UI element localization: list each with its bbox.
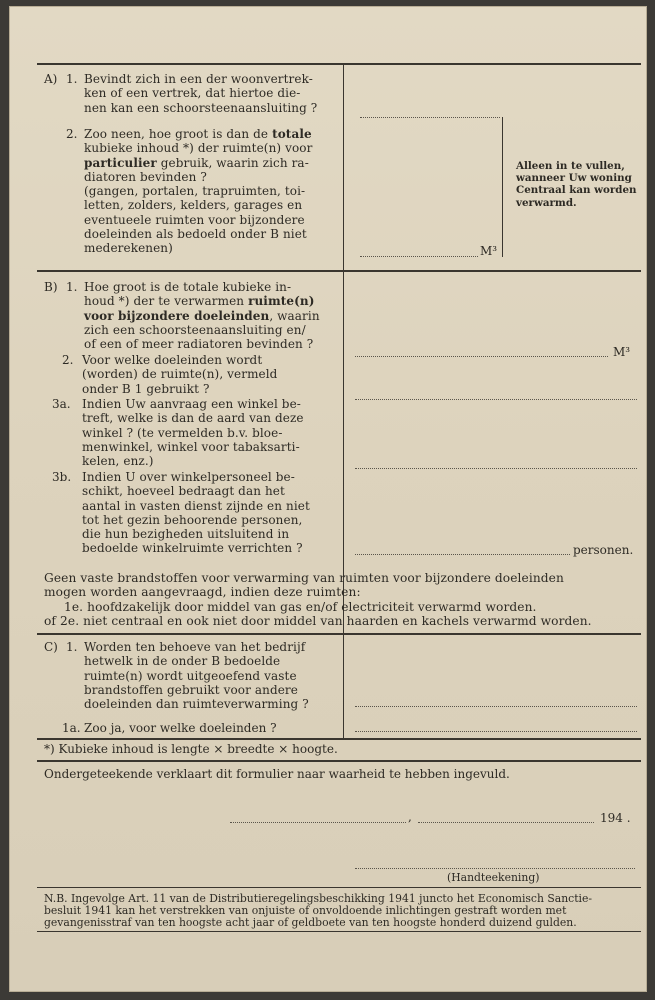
section-c-answer-line-2[interactable]: [355, 731, 637, 732]
section-b-q1-answer-line[interactable]: [355, 356, 608, 357]
section-c-q1a-text: Zoo ja, voor welke doeleinden ?: [84, 721, 277, 735]
section-b-persons-label: personen.: [573, 543, 634, 557]
signature-field[interactable]: [355, 868, 635, 869]
footnote: *) Kubieke inhoud is lengte × breedte × hoogte.: [44, 742, 338, 756]
section-a-side-note: Alleen in te vullen, wanneer Uw woning Centraal kan worden verwarmd.: [516, 160, 637, 209]
section-c-q1-text: Worden ten behoeve van het bedrijf hetwelk in de onder B bedoelde ruimte(n) wordt uitgeoefend vaste brandstoffen gebruikt voor andere doeleinden dan ruimteverwarming ?: [84, 640, 309, 712]
section-c-rule: [37, 738, 641, 740]
footnote-rule: [37, 760, 641, 762]
section-c-q1-number: 1.: [66, 640, 78, 654]
section-b-unit: M³: [613, 345, 631, 359]
date-comma: ,: [408, 810, 412, 824]
section-b-q3a-text: Indien Uw aanvraag een winkel be- treft, welke is dan de aard van deze winkel ? (te vermelden b.v. bloe- menwinkel, winkel voor tabaksarti- kelen, enz.): [82, 397, 304, 469]
section-a-answer-line-2[interactable]: [360, 256, 478, 257]
section-a-bracket: [502, 117, 503, 257]
year-label: 194 .: [600, 811, 631, 825]
column-divider: [343, 63, 344, 738]
section-a-q1-number: 1.: [66, 72, 78, 86]
section-c-label: C): [44, 640, 58, 654]
section-c-q1a-number: 1a.: [62, 721, 81, 735]
section-b-q2-answer-line[interactable]: [355, 399, 637, 400]
nb-rule-bottom: [37, 931, 641, 932]
section-a-q1-text: Bevindt zich in een der woonvertrek- ken of een vertrek, dat hiertoe die- nen kan een schoorsteenaansluiting ?: [84, 72, 318, 115]
section-b-q1-number: 1.: [66, 280, 78, 294]
section-b-q3a-answer-line[interactable]: [355, 468, 637, 469]
place-field[interactable]: [230, 822, 406, 823]
section-c-answer-line-1[interactable]: [355, 706, 637, 707]
nb-rule-top: [37, 887, 641, 888]
section-b-q1-text: Hoe groot is de totale kubieke in- houd *) der te verwarmen ruimte(n) voor bijzondere doeleinden, waarin zich een schoorsteenaansluiting en/ of een of meer radiatoren bevinden ?: [84, 280, 320, 352]
nb-note: N.B. Ingevolge Art. 11 van de Distributieregelingsbeschikking 1941 juncto het Economisch Sanctie- besluit 1941 kan het verstrekken van onjuiste of onvoldoende inlichtingen gestraft worden met gevangenisstraf van ten hoogste acht jaar of geldboete van ten hoogste honderd duizend gulden.: [44, 892, 593, 930]
declaration: Ondergeteekende verklaart dit formulier naar waarheid te hebben ingevuld.: [44, 767, 510, 781]
fuel-note: Geen vaste brandstoffen voor verwarming van ruimten voor bijzondere doeleinden mogen worden aangevraagd, indien deze ruimten: 1e. hoofdzakelijk door middel van gas en/of electriciteit verwarmd worden. of 2e. niet centraal en ook niet door middel van haarden en kachels verwarmd worden.: [44, 571, 592, 628]
section-b-label: B): [44, 280, 58, 294]
date-field[interactable]: [418, 822, 594, 823]
section-b-q3b-text: Indien U over winkelpersoneel be- schikt, hoeveel bedraagt dan het aantal in vasten dienst zijnde en niet tot het gezin behoorende personen, die hun bezigheden uitsluitend in bedoelde winkelruimte verrichten ?: [82, 470, 310, 556]
section-b-q2-text: Voor welke doeleinden wordt (worden) de ruimte(n), vermeld onder B 1 gebruikt ?: [82, 353, 278, 396]
top-rule: [37, 63, 641, 65]
section-b-q2-number: 2.: [62, 353, 74, 367]
section-b-q3b-number: 3b.: [52, 470, 72, 484]
section-a-unit: M³: [480, 244, 498, 258]
section-a-q2-number: 2.: [66, 127, 78, 141]
section-a-label: A): [44, 72, 58, 86]
section-a-b-rule: [37, 270, 641, 272]
section-b-q3a-number: 3a.: [52, 397, 71, 411]
section-a-q2-text: Zoo neen, hoe groot is dan de totale kubieke inhoud *) der ruimte(n) voor particulier gebruik, waarin zich ra- diatoren bevinden ? (gangen, portalen, trapruimten, toi- letten, zolders, kelders, garages en eventueele ruimten voor bijzondere doeleinden als bedoeld onder B niet mederekenen): [84, 127, 313, 256]
section-a-answer-line-1[interactable]: [360, 117, 500, 118]
fuel-note-rule: [37, 633, 641, 635]
signature-label: (Handteekening): [447, 871, 540, 884]
section-b-q3b-answer-line[interactable]: [355, 554, 570, 555]
